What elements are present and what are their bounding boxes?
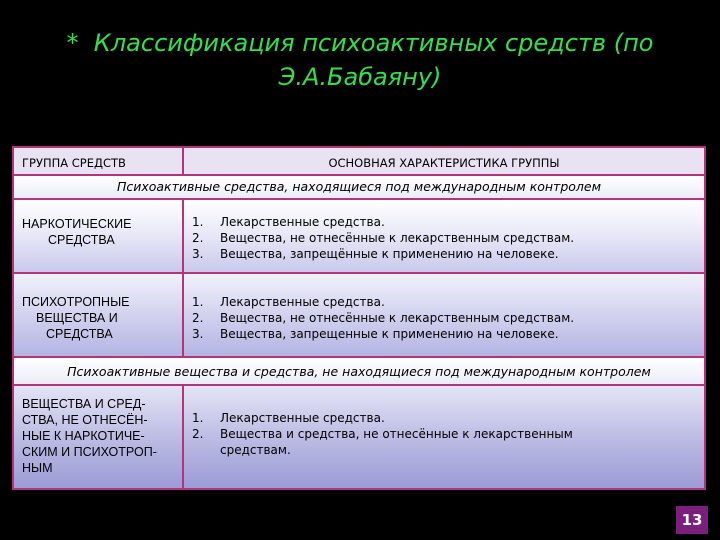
- table-header-cell-characteristic: [184, 148, 704, 174]
- group-label-line: ВЕЩЕСТВА И: [36, 311, 118, 325]
- group-label-line: СРЕДСТВА: [46, 327, 113, 341]
- characteristic-cell: [184, 386, 704, 488]
- list-item: 1. Лекарственные средства.: [192, 411, 385, 425]
- slide-title: [40, 26, 680, 94]
- characteristic-list: [192, 294, 574, 342]
- table-row: [12, 384, 706, 490]
- table-header-characteristic: ОСНОВНАЯ ХАРАКТЕРИСТИКА ГРУППЫ: [328, 156, 560, 170]
- group-label: [22, 396, 157, 476]
- slide-number: 13: [681, 511, 703, 529]
- slide-title-line-1: * Классификация психоактивных средств (по: [66, 29, 654, 57]
- list-item: 2. Вещества, не отнесённые к лекарственным средствам.: [192, 311, 575, 325]
- list-item: 1. Лекарственные средства.: [192, 215, 385, 229]
- table-header-cell-group: [14, 148, 184, 174]
- list-item: 2. Вещества и средства, не отнесённые к лекарственным: [192, 427, 573, 441]
- slide-number-badge: [676, 506, 708, 534]
- group-label: [22, 294, 129, 342]
- characteristic-list: [192, 410, 573, 458]
- group-cell: [14, 274, 184, 356]
- section-heading-row-controlled: [12, 174, 706, 200]
- group-label-line: ВЕЩЕСТВА И СРЕД-: [22, 397, 146, 411]
- section-heading-controlled: Психоактивные средства, находящиеся под международным контролем: [116, 179, 602, 194]
- group-label-line: НЫМ: [22, 461, 53, 475]
- group-label-line: СКИМ И ПСИХОТРОП-: [22, 445, 157, 459]
- list-item: 2. Вещества, не отнесённые к лекарственным средствам.: [192, 231, 575, 245]
- characteristic-cell: [184, 274, 704, 356]
- section-heading-row-uncontrolled: [12, 356, 706, 386]
- characteristic-list: [192, 214, 574, 262]
- list-item: 3. Вещества, запрещённые к применению на человеке.: [192, 247, 559, 261]
- list-item: 1. Лекарственные средства.: [192, 295, 385, 309]
- table-row: [12, 272, 706, 358]
- table-header-group: ГРУППА СРЕДСТВ: [22, 156, 126, 170]
- table-row: [12, 198, 706, 274]
- list-item: средствам.: [220, 443, 291, 457]
- group-cell: [14, 200, 184, 272]
- group-label-line: СРЕДСТВА: [48, 233, 115, 247]
- section-heading-uncontrolled: Психоактивные вещества и средства, не находящиеся под международным контролем: [67, 364, 651, 379]
- classification-table: [12, 146, 706, 490]
- group-label: [22, 216, 132, 248]
- group-label-line: ПСИХОТРОПНЫЕ: [22, 295, 130, 309]
- group-label-line: СТВА, НЕ ОТНЕСЁН-: [22, 413, 148, 427]
- characteristic-cell: [184, 200, 704, 272]
- list-item: 3. Вещества, запрещенные к применению на человеке.: [192, 327, 559, 341]
- group-cell: [14, 386, 184, 488]
- group-label-line: НЫЕ К НАРКОТИЧЕ-: [22, 429, 145, 443]
- group-label-line: НАРКОТИЧЕСКИЕ: [22, 217, 132, 231]
- slide-title-line-2: Э.А.Бабаяну): [278, 63, 442, 91]
- table-header-row: [12, 146, 706, 176]
